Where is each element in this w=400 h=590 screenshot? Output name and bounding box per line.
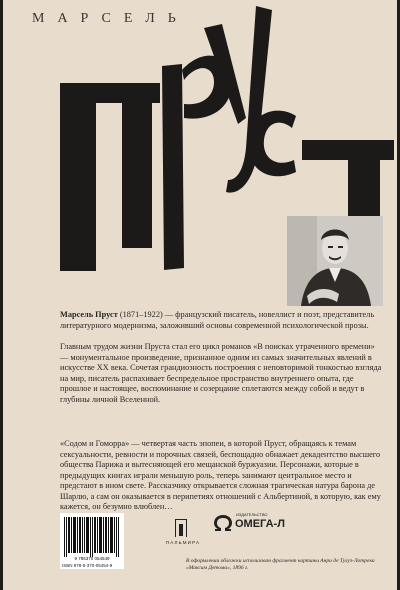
letter-p-right-stem xyxy=(122,83,152,248)
partner-publisher-label: ИЗДАТЕЛЬСТВО xyxy=(236,512,268,517)
publisher-name: ПАЛЬМИРА xyxy=(165,540,201,545)
author-name: Марсель Пруст xyxy=(60,310,118,319)
partner-publisher-name: ОМЕГА-Л xyxy=(235,518,285,530)
letter-r-stem xyxy=(162,64,184,270)
omega-logo-icon xyxy=(213,514,233,532)
author-bio xyxy=(60,310,385,331)
barcode-digits: 9 785370 054549 xyxy=(74,556,110,561)
palmira-logo-icon xyxy=(175,519,187,537)
description-paragraph: «Содом и Гоморра» — четвертая часть эпопеи, в которой Пруст, обращаясь к темам сексуальности, ревности и порочных связей, беспощадно обнажает декадентство высшего общества Парижа и вытесняющей его мещанской буржуазии. Персонажи, которые в предыдущих книгах играли меньшую роль, теперь занимают центральное место и предстают в ином свете. Рассказчику открывается сложная трагическая натура барона де Шарлю, а сам он оказывается в перипетиях отношений с Альбертиной, в которую, как ему кажется, он безумно влюблен… xyxy=(60,439,381,511)
isbn-number: ISBN 978-5-370-05454-9 xyxy=(62,563,113,568)
description-paragraph: Главным трудом жизни Пруста стал его цикл романов «В поисках утраченного времени» — монументальное произведение, признанное одним из самых значительных явлений в искусстве XX века. Сочетая грандиозность построения с неповторимой тонкостью взгляда на мир, писатель распахивает беспредельное пространство внутреннего опыта, где прошлое и настоящее, воспоминание и созерцание сплетаются между собой и ведут в глубины личной Вселенной. xyxy=(60,342,382,404)
author-portrait-photo xyxy=(287,216,383,306)
barcode-bars xyxy=(60,513,124,561)
author-first-name: МАРСЕЛЬ xyxy=(32,11,189,26)
barcode xyxy=(60,513,124,569)
letter-p-left-stem xyxy=(60,83,96,271)
author-bio-text: (1871–1922) — французский писатель, новеллист и поэт, представитель литературного модернизма, заложивший основы современной психологической прозы. xyxy=(60,310,375,330)
author-portrait-image xyxy=(287,216,383,306)
cover-art-note: В оформлении обложки использован фрагмент картины Анри де Тулуз-Лотрека «Максим Детома», 1896 г. xyxy=(186,558,375,571)
